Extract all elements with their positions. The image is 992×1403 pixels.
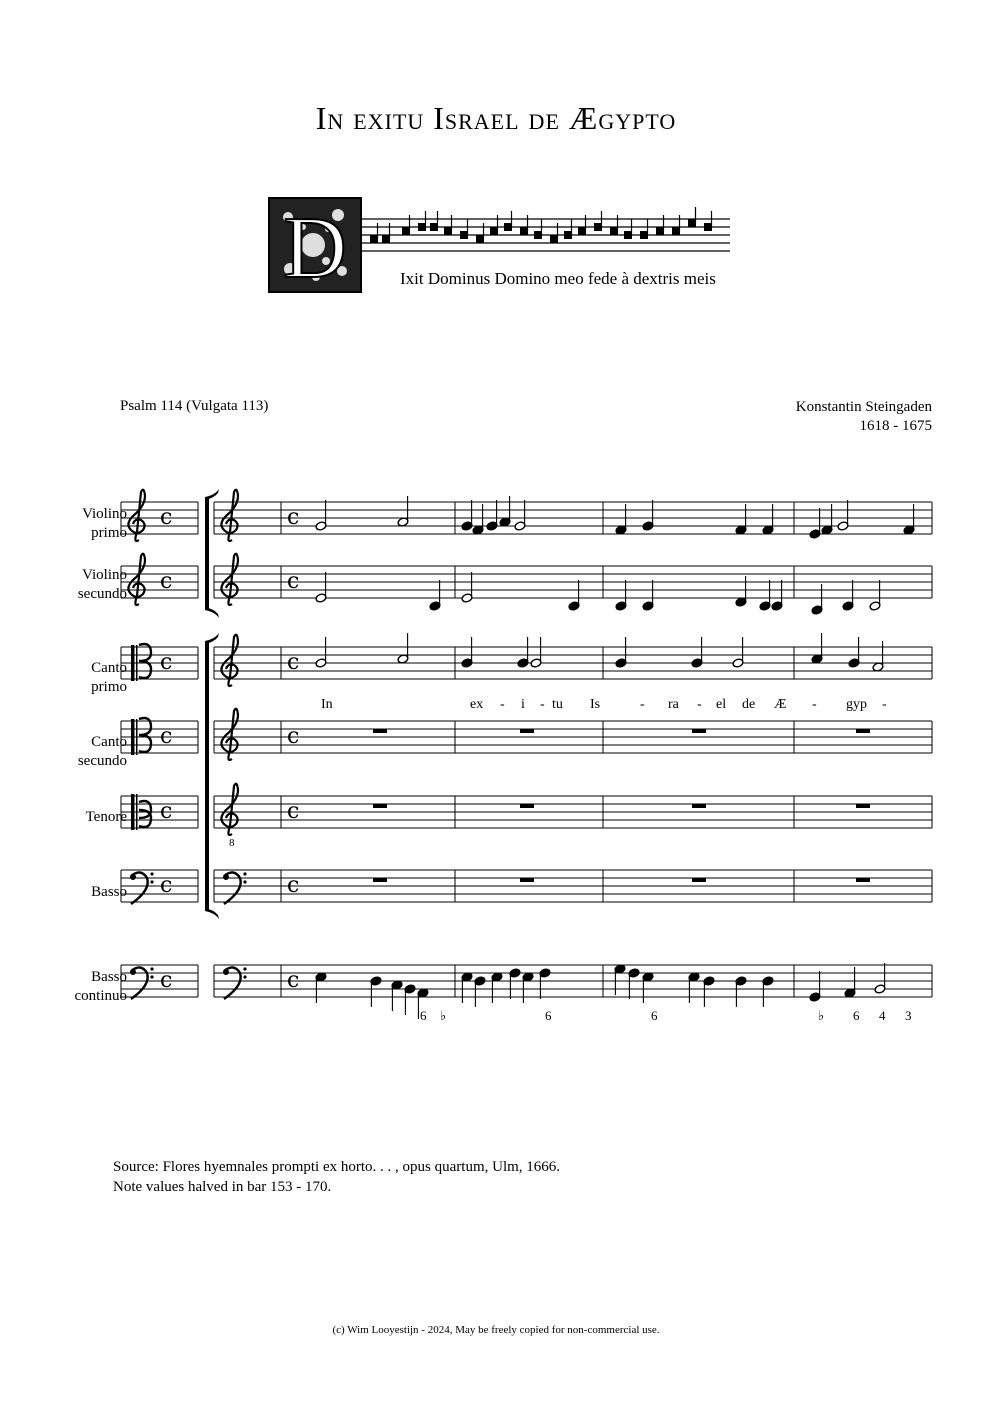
lyric-syllable: In xyxy=(321,697,333,712)
note-canto-primo xyxy=(848,637,860,668)
incipit-text: Ixit Dominus Domino meo fede à dextris meis xyxy=(400,269,716,288)
note-basso-continuo xyxy=(844,967,856,998)
composer-name: Konstantin Steingaden xyxy=(795,399,932,415)
note-basso-continuo xyxy=(688,972,700,1003)
time-signature: c xyxy=(287,873,300,898)
note-basso-continuo xyxy=(703,976,715,1007)
bracket-voices xyxy=(205,633,219,919)
label-tenore: Tenore xyxy=(85,809,127,825)
lyric-syllable: gyp xyxy=(846,697,867,712)
note-basso-continuo xyxy=(474,976,486,1007)
note-violino-primo xyxy=(461,500,473,531)
whole-rest xyxy=(520,804,534,808)
composer-dates: 1618 - 1675 xyxy=(859,418,932,434)
incipit-clef-violino-primo xyxy=(128,490,145,541)
time-signature: c xyxy=(287,569,300,594)
lyric-syllable: el xyxy=(716,697,727,712)
figured-bass-figure: 6 xyxy=(651,1008,658,1023)
note-canto-primo xyxy=(615,637,627,668)
note-violino-primo xyxy=(809,508,821,539)
clef-canto-secundo xyxy=(221,709,238,760)
note-violino-primo xyxy=(762,504,774,535)
note-violino-secundo xyxy=(642,580,654,611)
lyric-syllable: tu xyxy=(552,697,563,712)
whole-rest xyxy=(856,804,870,808)
note-violino-primo xyxy=(514,500,526,531)
source-line-1: Source: Flores hyemnales prompti ex horto. . . , opus quartum, Ulm, 1666. xyxy=(113,1159,561,1175)
note-violino-secundo xyxy=(869,580,881,611)
note-violino-primo xyxy=(472,504,484,535)
figured-bass-figure: 6 xyxy=(545,1008,552,1023)
note-violino-secundo xyxy=(461,572,473,603)
lyric-syllable: de xyxy=(742,697,756,712)
lyric-syllable: i xyxy=(521,697,525,712)
figured-bass-figure: ♭ xyxy=(818,1008,825,1023)
note-canto-primo xyxy=(517,637,529,668)
clef-violino-secundo xyxy=(221,554,238,605)
note-basso-continuo xyxy=(614,964,626,995)
note-basso-continuo xyxy=(642,972,654,1003)
bracket-violins xyxy=(205,489,219,618)
lyric-syllable: ex xyxy=(470,697,484,712)
lyric-syllable: - xyxy=(540,697,545,712)
copyright-footer: (c) Wim Looyestijn - 2024, May be freely copied for non-commercial use. xyxy=(332,1324,660,1336)
whole-rest xyxy=(373,878,387,882)
lyric-syllable: Æ xyxy=(774,697,787,712)
note-basso-continuo xyxy=(539,968,551,999)
label-canto-secundo: Canto secundo xyxy=(77,734,127,769)
note-basso-continuo xyxy=(874,963,886,994)
note-canto-primo xyxy=(461,637,473,668)
incipit-clef-violino-secundo xyxy=(128,554,145,605)
time-signature: c xyxy=(287,724,300,749)
whole-rest xyxy=(856,878,870,882)
label-basso: Basso xyxy=(91,884,127,900)
note-basso-continuo xyxy=(404,984,416,1015)
label-violino-primo: Violino primo xyxy=(82,506,127,541)
time-signature: c xyxy=(287,968,300,993)
source-line-2: Note values halved in bar 153 - 170. xyxy=(113,1179,332,1195)
note-violino-secundo xyxy=(811,584,823,615)
source-note xyxy=(113,1157,560,1197)
clef-violino-primo xyxy=(221,490,238,541)
note-violino-secundo xyxy=(615,580,627,611)
label-violino-secundo: Violino secundo xyxy=(77,567,127,602)
clef-canto-primo xyxy=(221,635,238,686)
note-basso-continuo xyxy=(491,972,503,1003)
figured-bass-figure: 6 xyxy=(853,1008,860,1023)
figured-bass-figure: ♭ xyxy=(440,1008,447,1023)
note-canto-primo xyxy=(530,637,542,668)
lyric-syllable: - xyxy=(500,697,505,712)
note-violino-secundo xyxy=(429,580,441,611)
note-violino-primo xyxy=(837,500,849,531)
figured-bass-figure: 4 xyxy=(879,1008,886,1023)
note-violino-secundo xyxy=(842,580,854,611)
time-signature: c xyxy=(160,569,173,594)
note-violino-primo xyxy=(821,504,833,535)
time-signature: c xyxy=(287,799,300,824)
note-basso-continuo xyxy=(522,972,534,1003)
note-violino-secundo xyxy=(735,576,747,607)
note-violino-primo xyxy=(615,504,627,535)
lyric-syllable: - xyxy=(697,697,702,712)
label-basso-continuo: Basso continuo xyxy=(74,969,127,1004)
whole-rest xyxy=(692,729,706,733)
svg-text:8: 8 xyxy=(229,837,235,849)
note-basso-continuo xyxy=(315,972,327,1003)
incipit-clef-basso xyxy=(130,872,154,904)
note-violino-secundo xyxy=(771,580,783,611)
whole-rest xyxy=(373,729,387,733)
note-violino-primo xyxy=(499,496,511,527)
time-signature: c xyxy=(160,505,173,530)
figured-bass-figure: 6 xyxy=(420,1008,427,1023)
note-canto-primo xyxy=(315,637,327,668)
time-signature: c xyxy=(287,650,300,675)
note-violino-secundo xyxy=(315,572,327,603)
note-canto-primo xyxy=(811,633,823,664)
whole-rest xyxy=(692,804,706,808)
lyric-syllable: ra xyxy=(668,697,679,712)
note-basso-continuo xyxy=(735,976,747,1007)
note-basso-continuo xyxy=(762,976,774,1007)
whole-rest xyxy=(373,804,387,808)
note-canto-primo xyxy=(872,641,884,672)
note-basso-continuo xyxy=(628,968,640,999)
note-basso-continuo xyxy=(391,980,403,1011)
note-basso-continuo xyxy=(509,968,521,999)
note-violino-primo xyxy=(397,496,409,527)
figured-bass-figure: 3 xyxy=(905,1008,912,1023)
note-canto-primo xyxy=(691,637,703,668)
lyric-syllable: Is xyxy=(590,697,601,712)
note-basso-continuo xyxy=(461,972,473,1003)
clef-basso xyxy=(223,872,247,904)
whole-rest xyxy=(692,878,706,882)
time-signature: c xyxy=(160,724,173,749)
note-violino-primo xyxy=(315,500,327,531)
note-canto-primo xyxy=(732,637,744,668)
lyric-syllable: - xyxy=(640,697,645,712)
note-violino-secundo xyxy=(759,580,771,611)
page-title: In exitu Israel de Ægypto xyxy=(315,100,677,136)
note-violino-primo xyxy=(642,500,654,531)
whole-rest xyxy=(520,729,534,733)
incipit-clef-basso-continuo xyxy=(130,967,154,999)
clef-basso-continuo xyxy=(223,967,247,999)
psalm-reference: Psalm 114 (Vulgata 113) xyxy=(120,398,269,414)
time-signature: c xyxy=(160,799,173,824)
note-violino-primo xyxy=(735,504,747,535)
whole-rest xyxy=(520,878,534,882)
time-signature: c xyxy=(160,650,173,675)
time-signature: c xyxy=(160,968,173,993)
label-canto-primo: Canto primo xyxy=(91,660,127,695)
time-signature: c xyxy=(287,505,300,530)
note-violino-primo xyxy=(486,500,498,531)
whole-rest xyxy=(856,729,870,733)
initial-letter: D xyxy=(283,200,347,295)
clef-tenore xyxy=(221,784,238,849)
lyric-syllable: - xyxy=(812,697,817,712)
note-basso-continuo xyxy=(809,971,821,1002)
time-signature: c xyxy=(160,873,173,898)
note-basso-continuo xyxy=(370,976,382,1007)
note-violino-primo xyxy=(903,504,915,535)
note-violino-secundo xyxy=(568,580,580,611)
lyric-syllable: - xyxy=(882,697,887,712)
note-canto-primo xyxy=(397,633,409,664)
